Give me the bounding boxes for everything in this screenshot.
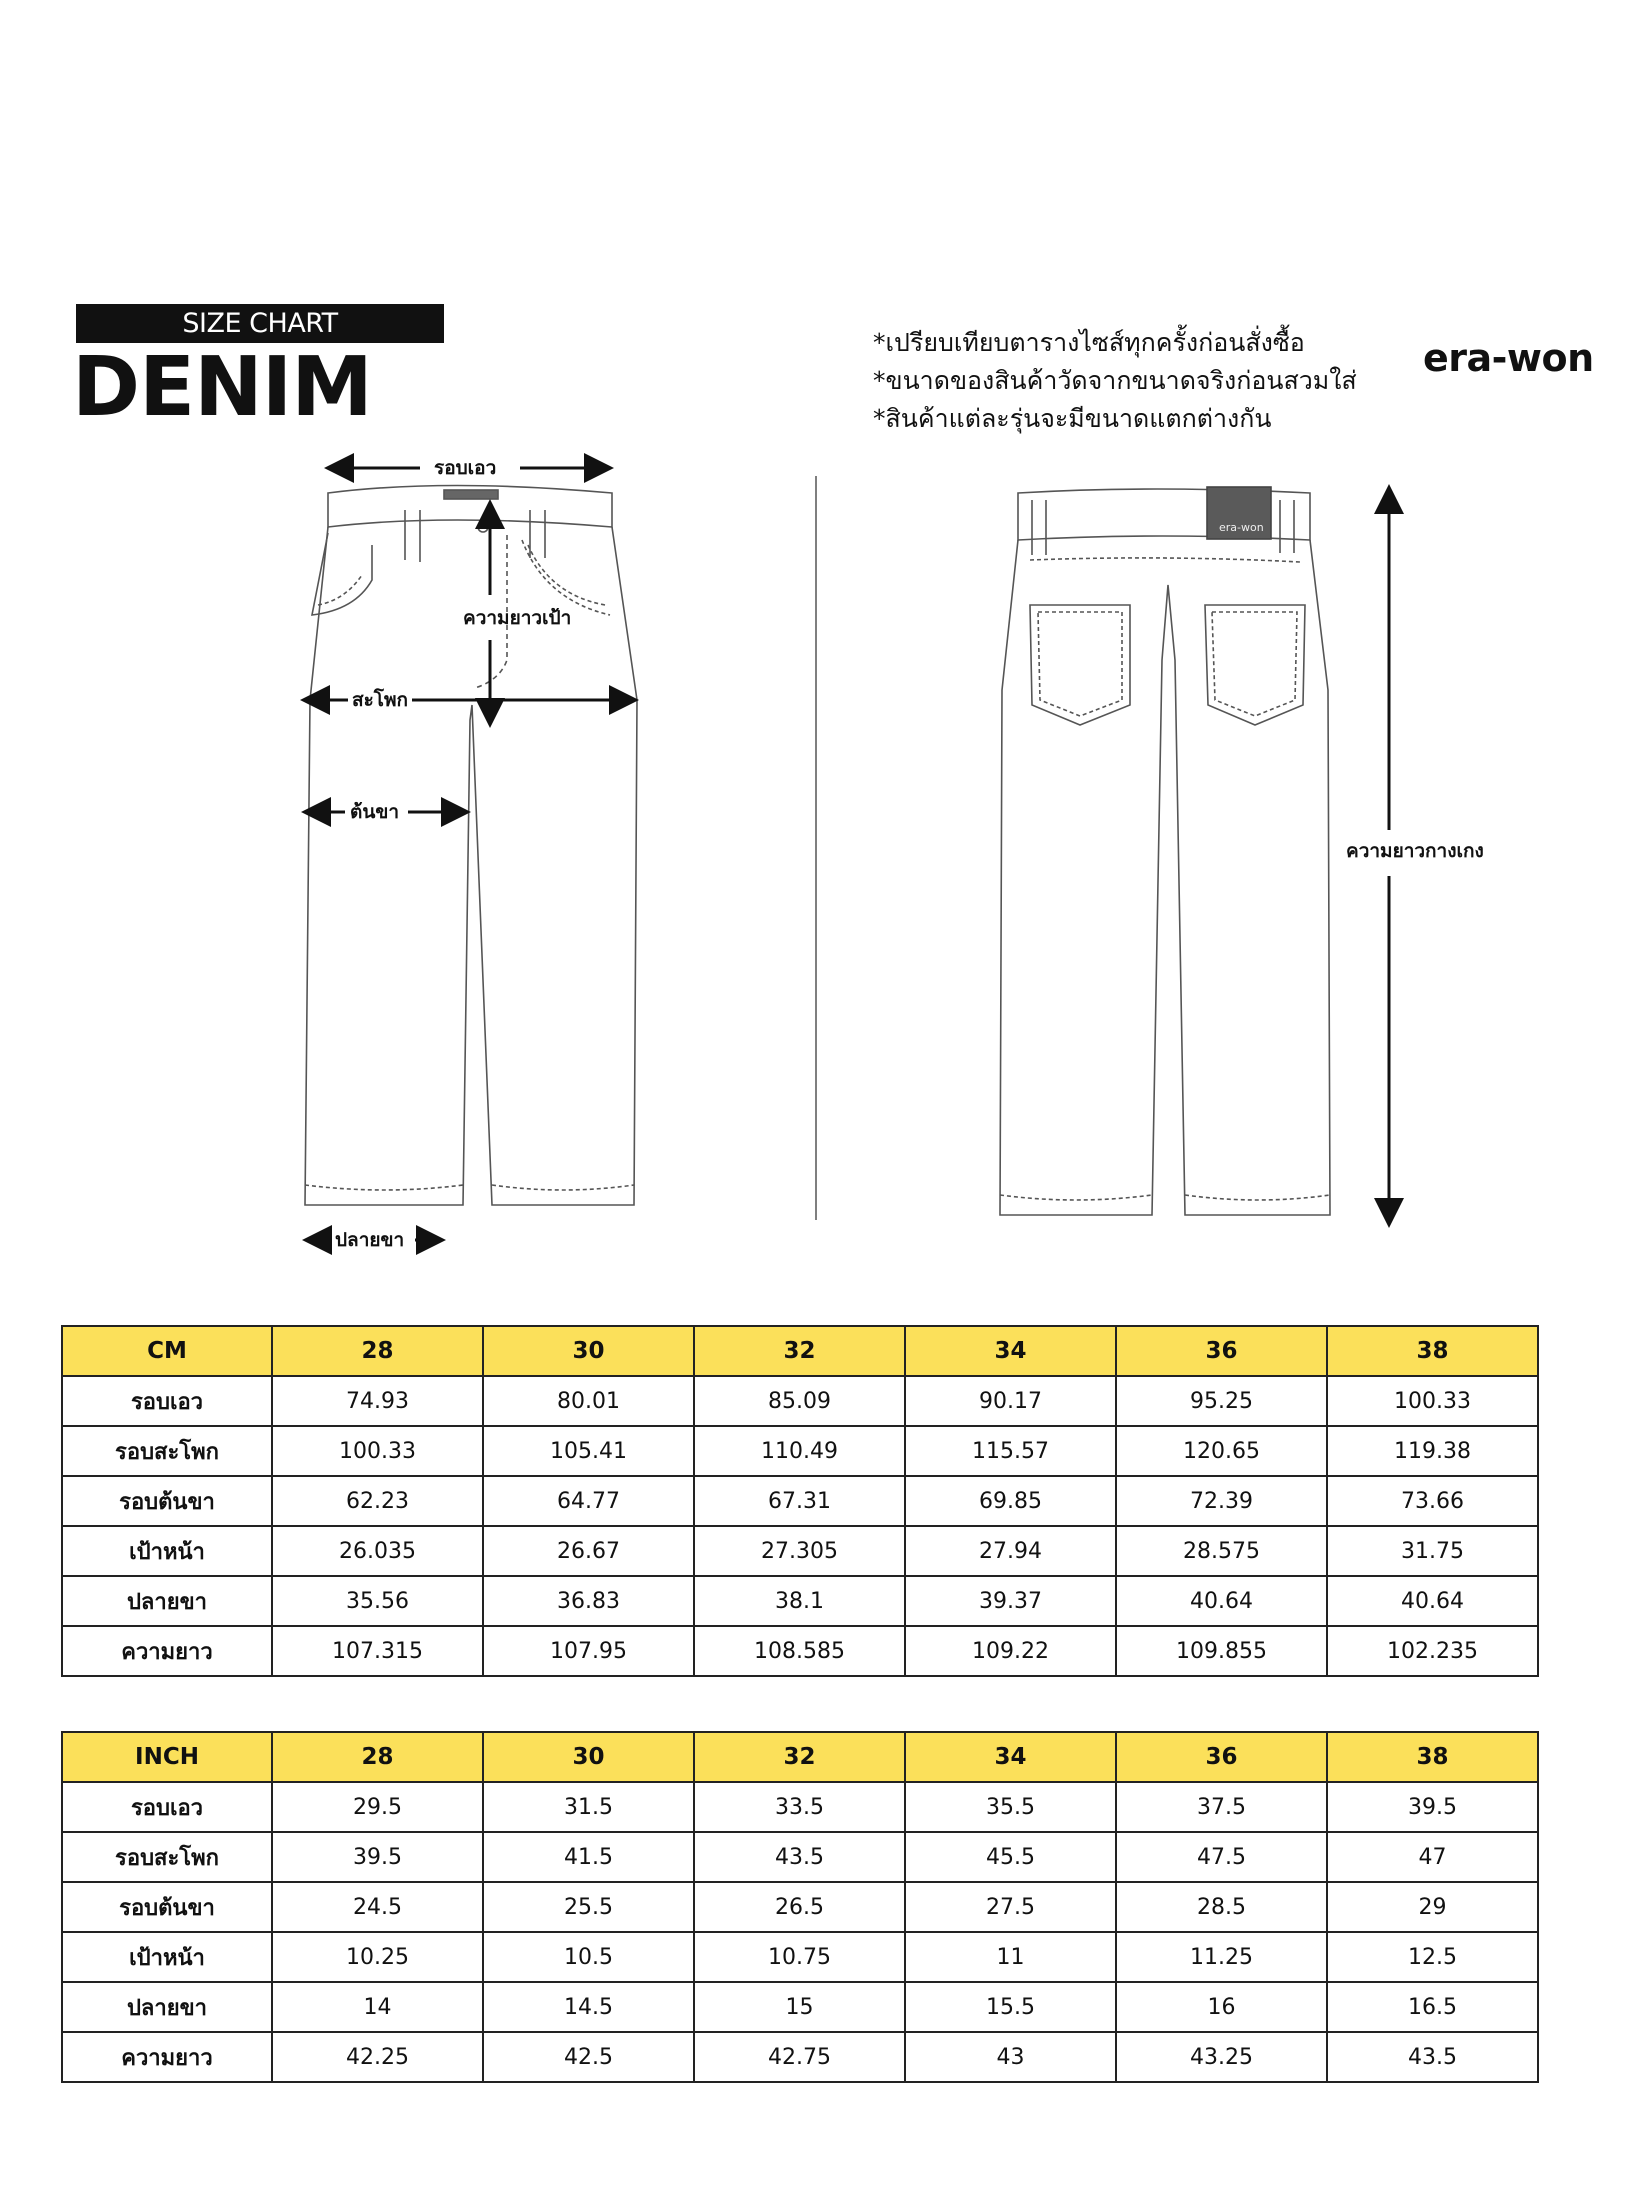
- measurement-value-cell: 43.5: [1327, 2032, 1538, 2082]
- measurement-value-cell: 67.31: [694, 1476, 905, 1526]
- measurement-value-cell: 36.83: [483, 1576, 694, 1626]
- measurement-value-cell: 42.25: [272, 2032, 483, 2082]
- table-row: [62, 1376, 1538, 1426]
- table-row: [62, 1932, 1538, 1982]
- measurement-value-cell: 26.5: [694, 1882, 905, 1932]
- label-length: ความยาวกางเกง: [1346, 840, 1484, 862]
- measurement-value-cell: 62.23: [272, 1476, 483, 1526]
- measurement-value-cell: 105.41: [483, 1426, 694, 1476]
- inch-table-body: [62, 1732, 1538, 2082]
- measurement-value-cell: 109.855: [1116, 1626, 1327, 1676]
- measurement-label-cell: ความยาว: [62, 1626, 272, 1676]
- measurement-value-cell: 107.95: [483, 1626, 694, 1676]
- table-header-row: [62, 1732, 1538, 1782]
- measurement-value-cell: 35.5: [905, 1782, 1116, 1832]
- brand-logo: era-won: [1423, 336, 1594, 380]
- table-row: [62, 1782, 1538, 1832]
- measurement-value-cell: 26.035: [272, 1526, 483, 1576]
- table-row: [62, 1882, 1538, 1932]
- measurement-value-cell: 85.09: [694, 1376, 905, 1426]
- measurement-value-cell: 28.5: [1116, 1882, 1327, 1932]
- measurement-value-cell: 115.57: [905, 1426, 1116, 1476]
- size-chart-badge: SIZE CHART: [76, 304, 444, 343]
- table-row: [62, 1832, 1538, 1882]
- measurement-value-cell: 100.33: [1327, 1376, 1538, 1426]
- measurement-value-cell: 110.49: [694, 1426, 905, 1476]
- size-header-cell: 32: [694, 1732, 905, 1782]
- measurement-value-cell: 15.5: [905, 1982, 1116, 2032]
- table-row: [62, 1626, 1538, 1676]
- label-hip: สะโพก: [352, 689, 409, 711]
- measurement-value-cell: 107.315: [272, 1626, 483, 1676]
- measurement-value-cell: 39.37: [905, 1576, 1116, 1626]
- cm-table-body: [62, 1326, 1538, 1676]
- measurement-value-cell: 12.5: [1327, 1932, 1538, 1982]
- size-table-cm: [61, 1325, 1539, 1677]
- measurement-value-cell: 35.56: [272, 1576, 483, 1626]
- measurement-value-cell: 43.5: [694, 1832, 905, 1882]
- measurement-value-cell: 16.5: [1327, 1982, 1538, 2032]
- jeans-diagram: [0, 440, 1650, 1260]
- note-2: *ขนาดของสินค้าวัดจากขนาดจริงก่อนสวมใส่: [873, 366, 1357, 395]
- measurement-label-cell: รอบต้นขา: [62, 1476, 272, 1526]
- measurement-value-cell: 95.25: [1116, 1376, 1327, 1426]
- measurement-label-cell: เป้าหน้า: [62, 1932, 272, 1982]
- size-header-cell: 38: [1327, 1326, 1538, 1376]
- measurement-value-cell: 14: [272, 1982, 483, 2032]
- back-jeans-drawing: [1000, 487, 1330, 1215]
- measurement-value-cell: 33.5: [694, 1782, 905, 1832]
- measurement-value-cell: 25.5: [483, 1882, 694, 1932]
- measurement-label-cell: รอบเอว: [62, 1376, 272, 1426]
- measurement-label-cell: รอบสะโพก: [62, 1426, 272, 1476]
- measurement-value-cell: 10.25: [272, 1932, 483, 1982]
- measurement-value-cell: 119.38: [1327, 1426, 1538, 1476]
- label-rise: ความยาวเป้า: [463, 607, 572, 629]
- measurement-value-cell: 43.25: [1116, 2032, 1327, 2082]
- measurement-value-cell: 72.39: [1116, 1476, 1327, 1526]
- front-jeans-drawing: [305, 486, 637, 1206]
- measurement-value-cell: 27.94: [905, 1526, 1116, 1576]
- measurement-value-cell: 40.64: [1116, 1576, 1327, 1626]
- measurement-label-cell: ความยาว: [62, 2032, 272, 2082]
- size-header-cell: 28: [272, 1326, 483, 1376]
- measurement-value-cell: 102.235: [1327, 1626, 1538, 1676]
- size-header-cell: 36: [1116, 1732, 1327, 1782]
- measurement-value-cell: 120.65: [1116, 1426, 1327, 1476]
- measurement-value-cell: 29.5: [272, 1782, 483, 1832]
- size-header-cell: 34: [905, 1732, 1116, 1782]
- size-header-cell: 38: [1327, 1732, 1538, 1782]
- measurement-value-cell: 26.67: [483, 1526, 694, 1576]
- table-row: [62, 1982, 1538, 2032]
- measurement-value-cell: 31.75: [1327, 1526, 1538, 1576]
- back-tag-text: era-won: [1219, 521, 1264, 534]
- measurement-value-cell: 100.33: [272, 1426, 483, 1476]
- measurement-value-cell: 10.5: [483, 1932, 694, 1982]
- page-title: DENIM: [72, 340, 372, 435]
- measurement-value-cell: 28.575: [1116, 1526, 1327, 1576]
- measurement-label-cell: รอบสะโพก: [62, 1832, 272, 1882]
- note-1: *เปรียบเทียบตารางไซส์ทุกครั้งก่อนสั่งซื้อ: [873, 328, 1305, 357]
- measurement-value-cell: 42.5: [483, 2032, 694, 2082]
- measurement-value-cell: 39.5: [1327, 1782, 1538, 1832]
- measurement-value-cell: 43: [905, 2032, 1116, 2082]
- measurement-label-cell: ปลายขา: [62, 1982, 272, 2032]
- measurement-label-cell: รอบเอว: [62, 1782, 272, 1832]
- table-row: [62, 2032, 1538, 2082]
- table-row: [62, 1576, 1538, 1626]
- measurement-value-cell: 69.85: [905, 1476, 1116, 1526]
- size-table-inch: [61, 1731, 1539, 2083]
- measurement-value-cell: 11: [905, 1932, 1116, 1982]
- size-notes: [873, 324, 1357, 438]
- label-thigh: ต้นขา: [350, 801, 399, 823]
- note-3: *สินค้าแต่ละรุ่นจะมีขนาดแตกต่างกัน: [873, 404, 1272, 433]
- size-header-cell: 28: [272, 1732, 483, 1782]
- measurement-value-cell: 42.75: [694, 2032, 905, 2082]
- measurement-value-cell: 108.585: [694, 1626, 905, 1676]
- size-header-cell: 36: [1116, 1326, 1327, 1376]
- measurement-label-cell: ปลายขา: [62, 1576, 272, 1626]
- label-waist: รอบเอว: [434, 457, 497, 479]
- table-row: [62, 1426, 1538, 1476]
- measurement-value-cell: 90.17: [905, 1376, 1116, 1426]
- size-header-cell: 32: [694, 1326, 905, 1376]
- measurement-value-cell: 41.5: [483, 1832, 694, 1882]
- measurement-label-cell: รอบต้นขา: [62, 1882, 272, 1932]
- unit-header-cell: INCH: [62, 1732, 272, 1782]
- measurement-value-cell: 74.93: [272, 1376, 483, 1426]
- measurement-value-cell: 80.01: [483, 1376, 694, 1426]
- measurement-value-cell: 11.25: [1116, 1932, 1327, 1982]
- size-header-cell: 34: [905, 1326, 1116, 1376]
- measurement-value-cell: 40.64: [1327, 1576, 1538, 1626]
- table-header-row: [62, 1326, 1538, 1376]
- size-header-cell: 30: [483, 1326, 694, 1376]
- measurement-value-cell: 47.5: [1116, 1832, 1327, 1882]
- measurement-value-cell: 29: [1327, 1882, 1538, 1932]
- measurement-label-cell: เป้าหน้า: [62, 1526, 272, 1576]
- measurement-value-cell: 16: [1116, 1982, 1327, 2032]
- label-hem: ปลายขา: [335, 1229, 405, 1251]
- measurement-value-cell: 10.75: [694, 1932, 905, 1982]
- table-row: [62, 1526, 1538, 1576]
- front-labels: [335, 457, 571, 1251]
- measurement-value-cell: 39.5: [272, 1832, 483, 1882]
- measurement-value-cell: 37.5: [1116, 1782, 1327, 1832]
- measurement-value-cell: 109.22: [905, 1626, 1116, 1676]
- measurement-value-cell: 27.5: [905, 1882, 1116, 1932]
- table-row: [62, 1476, 1538, 1526]
- measurement-value-cell: 47: [1327, 1832, 1538, 1882]
- measurement-value-cell: 27.305: [694, 1526, 905, 1576]
- measurement-value-cell: 64.77: [483, 1476, 694, 1526]
- unit-header-cell: CM: [62, 1326, 272, 1376]
- measurement-value-cell: 38.1: [694, 1576, 905, 1626]
- size-header-cell: 30: [483, 1732, 694, 1782]
- measurement-value-cell: 31.5: [483, 1782, 694, 1832]
- measurement-value-cell: 24.5: [272, 1882, 483, 1932]
- measurement-value-cell: 14.5: [483, 1982, 694, 2032]
- measurement-value-cell: 45.5: [905, 1832, 1116, 1882]
- measurement-value-cell: 15: [694, 1982, 905, 2032]
- measurement-value-cell: 73.66: [1327, 1476, 1538, 1526]
